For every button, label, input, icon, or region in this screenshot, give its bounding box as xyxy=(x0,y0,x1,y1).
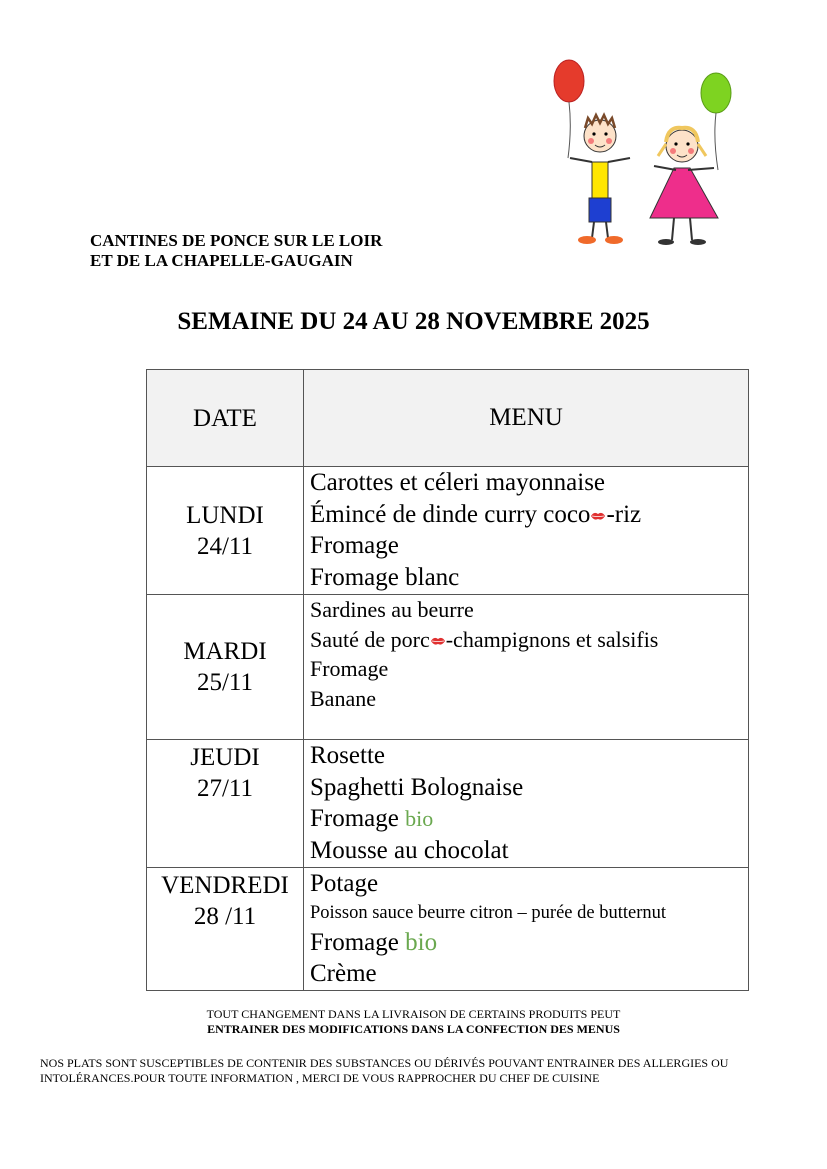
kiss-lips-icon xyxy=(430,636,446,646)
column-header-menu: MENU xyxy=(304,370,749,467)
menu-item: Carottes et céleri mayonnaise xyxy=(310,469,606,496)
bio-label: bio xyxy=(405,806,434,831)
menu-item-text: Fromage xyxy=(310,805,406,832)
menu-item-text: -champignons et salsifis xyxy=(445,626,659,652)
menu-cell xyxy=(304,595,749,740)
menu-item: Sardines au beurre xyxy=(310,597,474,622)
menu-item-text: Fromage xyxy=(310,928,406,956)
date-cell xyxy=(147,868,304,991)
notice-line-2: ENTRAINER DES MODIFICATIONS DANS LA CONFECTION DES MENUS xyxy=(207,1022,620,1036)
menu-item: Fromage blanc xyxy=(310,563,460,591)
org-line-1: CANTINES DE PONCE SUR LE LOIR xyxy=(90,231,383,250)
day-name: VENDREDI xyxy=(161,872,289,899)
menu-item-text: Sauté de porc xyxy=(310,626,430,652)
page-title: SEMAINE DU 24 AU 28 NOVEMBRE 2025 xyxy=(177,308,650,335)
menu-item: Spaghetti Bolognaise xyxy=(310,773,524,801)
menu-item: Crème xyxy=(310,960,377,987)
day-name: LUNDI xyxy=(186,501,264,529)
date-cell xyxy=(147,595,304,740)
table-row xyxy=(147,467,749,595)
menu-item: Potage xyxy=(310,870,379,897)
date-cell xyxy=(147,740,304,868)
day-date: 28 /11 xyxy=(193,903,257,930)
delivery-notice xyxy=(0,1007,827,1037)
day-name: MARDI xyxy=(183,638,267,665)
kiss-lips-icon xyxy=(590,511,606,521)
day-date: 27/11 xyxy=(196,775,254,802)
bio-label: bio xyxy=(405,928,438,956)
table-row xyxy=(147,868,749,991)
organization-name xyxy=(90,231,382,271)
menu-item: Fromage xyxy=(310,532,399,559)
menu-cell xyxy=(304,868,749,991)
table-row xyxy=(147,740,749,868)
date-cell xyxy=(147,467,304,595)
menu-item xyxy=(310,625,748,655)
day-name: JEUDI xyxy=(190,744,260,771)
menu-item xyxy=(310,803,748,835)
table-row xyxy=(147,595,749,740)
notice-line-1: TOUT CHANGEMENT DANS LA LIVRAISON DE CERTAINS PRODUITS PEUT xyxy=(206,1007,621,1021)
menu-item: Fromage xyxy=(310,656,389,681)
menu-cell xyxy=(304,740,749,868)
table-header-row xyxy=(147,370,749,467)
menu-cell xyxy=(304,467,749,595)
allergy-notice: NOS PLATS SONT SUSCEPTIBLES DE CONTENIR DES SUBSTANCES OU DÉRIVÉS POUVANT ENTRAINER DES ALLERGIES OU INTOLÉRANCES.POUR TOUTE INFORMATION , MERCI DE VOUS RAPPROCHER DU CHEF DE CUISINE xyxy=(40,1056,729,1085)
menu-item-text: Émincé de dinde curry coco xyxy=(310,500,591,528)
day-date: 24/11 xyxy=(196,532,254,560)
menu-item-text: -riz xyxy=(606,500,642,528)
menu-item: Rosette xyxy=(310,742,385,769)
kids-with-balloons-illustration xyxy=(548,58,738,250)
menu-item: Poisson sauce beurre citron – purée de butternut xyxy=(310,902,667,923)
menu-item xyxy=(310,499,748,531)
menu-item: Mousse au chocolat xyxy=(310,836,509,864)
menu-table xyxy=(146,369,749,991)
column-header-date: DATE xyxy=(147,370,304,467)
org-line-2: ET DE LA CHAPELLE-GAUGAIN xyxy=(90,251,353,270)
day-date: 25/11 xyxy=(196,669,254,696)
menu-item xyxy=(310,927,748,959)
menu-item: Banane xyxy=(310,685,376,711)
